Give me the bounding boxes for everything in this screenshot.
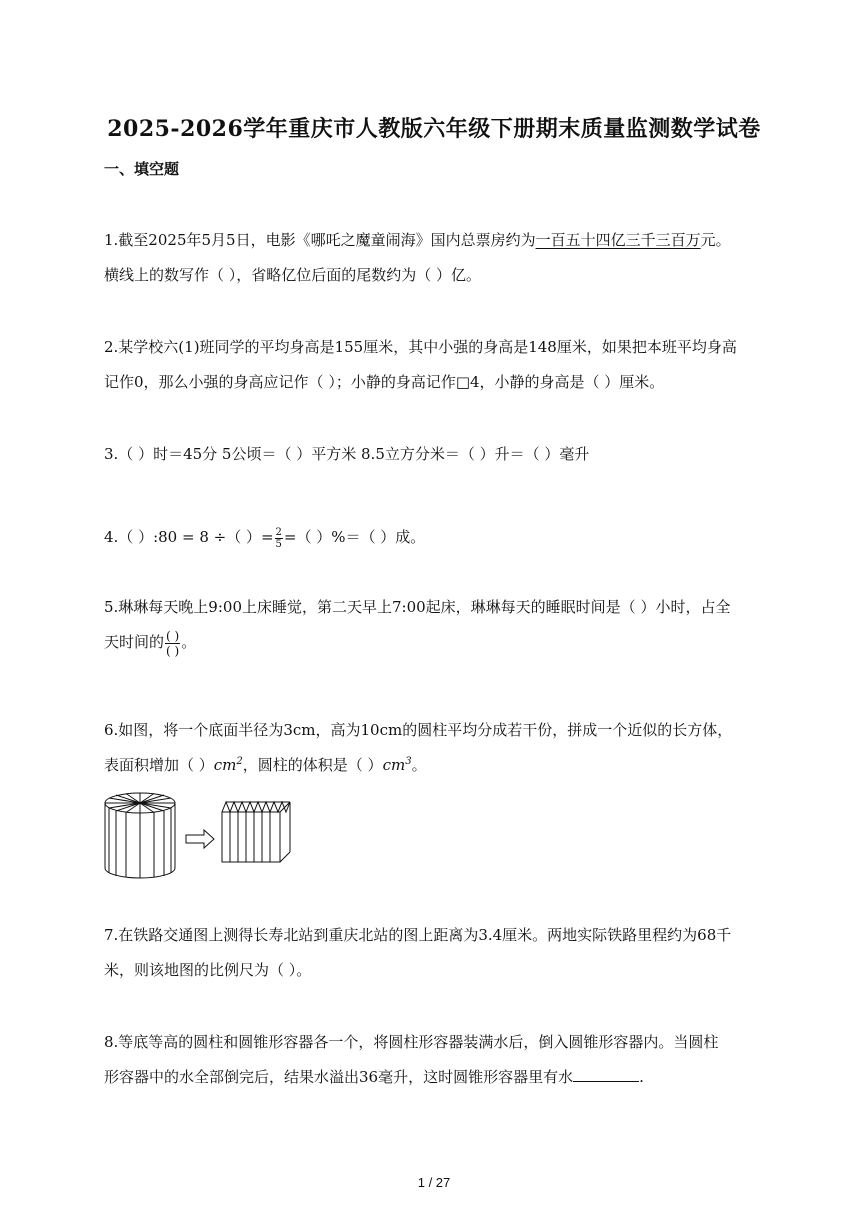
page-number: 1 / 27 [417, 1175, 451, 1190]
unit-cm-squared: $cm^2$ [213, 756, 243, 774]
question-5-line-2: 天时间的 $\frac{( )}{( )}$ 。 [104, 628, 197, 658]
question-3-line-1: 3.（ ）时＝45分 5公顷＝（ ）平方米 8.5立方分米＝（ ）升＝（ ）毫升 [104, 445, 590, 463]
question-2 [104, 330, 769, 400]
cylinder-shape [105, 793, 175, 878]
question-6-line-1: 6.如图，将一个底面半径为3cm，高为10cm的圆柱平均分成若干份，拼成一个近似的长方体， [104, 721, 733, 739]
question-5-line-1: 5.琳琳每天晚上9:00上床睡觉，第二天早上7:00起床，琳琳每天的睡眠时间是（ ）小时，占全 [104, 598, 731, 616]
question-7-line-1: 7.在铁路交通图上测得长寿北站到重庆北站的图上距离为3.4厘米。两地实际铁路里程约为68千 [104, 926, 732, 944]
unit-cm-cubed: $cm^3$ [382, 756, 412, 774]
section-heading: 一、填空题 [104, 160, 180, 178]
fraction-two-fifths: $\frac{2}{5}$ [275, 526, 282, 550]
question-7 [104, 918, 769, 988]
question-8 [104, 1025, 769, 1095]
cylinder-transform-diagram [100, 790, 300, 882]
question-3 [104, 437, 769, 472]
question-4 [104, 520, 769, 555]
answer-blank-line [573, 1065, 639, 1082]
question-8-line-1: 8.等底等高的圆柱和圆锥形容器各一个，将圆柱形容器装满水后，倒入圆锥形容器内。当圆柱 [104, 1033, 719, 1051]
fraction-blank: $\frac{( )}{( )}$ [166, 628, 180, 658]
question-1-line-2: 横线上的数写作（ ），省略亿位后面的尾数约为（ ）亿。 [104, 266, 482, 284]
question-6 [104, 713, 769, 783]
question-2-line-1: 2.某学校六(1)班同学的平均身高是155厘米，其中小强的身高是148厘米，如果把本班平均身高 [104, 338, 737, 356]
question-1-line-1: 1.截至2025年5月5日，电影《哪吒之魔童闹海》国内总票房约为一百五十四亿三千三百万元。 [104, 231, 731, 249]
arrow-icon [186, 830, 214, 848]
underlined-number-text: 一百五十四亿三千三百万 [535, 231, 701, 249]
question-1 [104, 223, 769, 293]
cylinder-to-cuboid-figure [100, 790, 300, 886]
question-8-line-2: 形容器中的水全部倒完后，结果水溢出36毫升，这时圆锥形容器里有水 . [104, 1060, 769, 1095]
question-2-line-2: 记作0，那么小强的身高应记作（ ）；小静的身高记作□4，小静的身高是（ ）厘米。 [104, 373, 665, 391]
question-5 [104, 590, 769, 660]
cuboid-shape [222, 802, 290, 862]
page-title: 2025-2026学年重庆市人教版六年级下册期末质量监测数学试卷 [107, 116, 761, 142]
question-6-line-2: 表面积增加（ ）$cm^2$，圆柱的体积是（ ）$cm^3$。 [104, 756, 427, 774]
question-7-line-2: 米，则该地图的比例尺为（ ）。 [104, 961, 312, 979]
question-4-line-1: 4.（ ）:80 = 8 ÷（ ）= $\frac{2}{5}$ =（ ）%＝（ ）成。 [104, 526, 426, 550]
